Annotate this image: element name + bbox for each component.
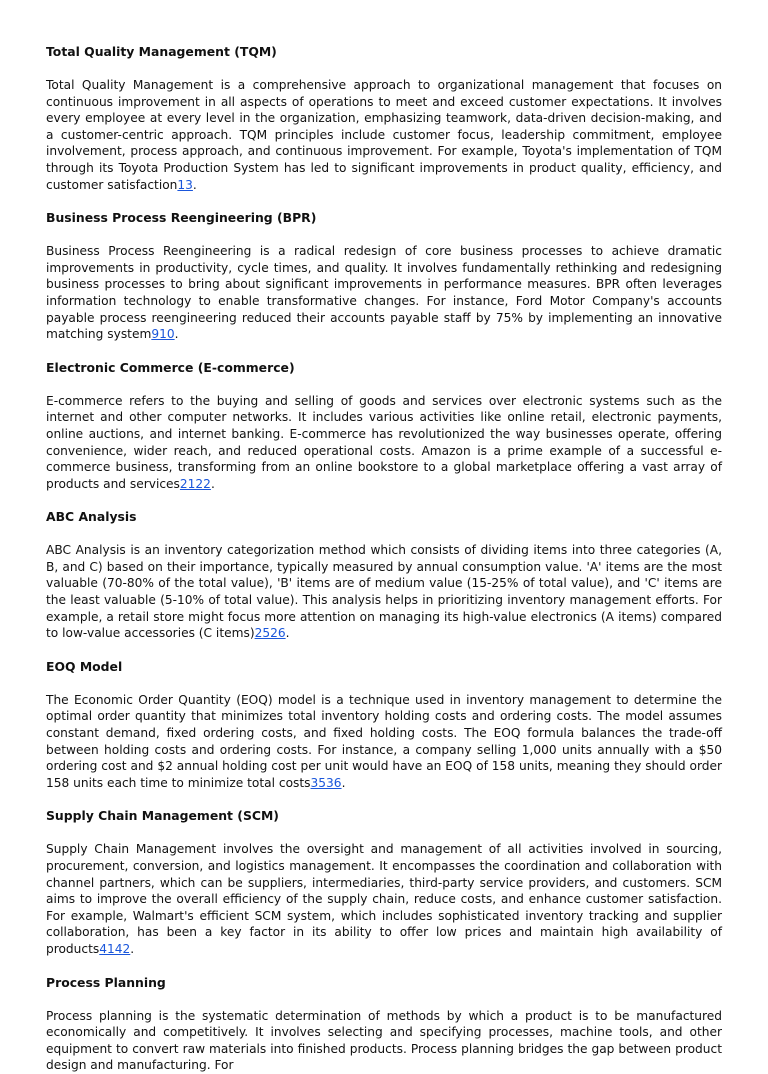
body-tail: . — [192, 177, 197, 192]
section-body-process-planning — [46, 1008, 722, 1074]
section-body-scm — [46, 841, 722, 957]
body-text: ABC Analysis is an inventory categorization method which consists of dividing items into three categories (A, B, and C) based on their importance, typically measured by annual consumption value. 'A' items are the most valuable (70-80% of the total value), 'B' items are of medium value (15-25% of total value), and 'C' items are the least valuable (5-10% of total value). This analysis helps in prioritizing inventory management efforts. For example, a retail store might focus more attention on managing its high-value electronics (A items) compared to low-value accessories (C items) — [46, 543, 722, 641]
body-tail: . — [130, 941, 135, 956]
section-body-bpr — [46, 243, 722, 343]
body-text: Process planning is the systematic determination of methods by which a product is to be manufactured economically and competitively. It involves selecting and specifying processes, machine tools, and other equipment to convert raw materials into finished products. Process planning bridges the gap between product design and manufacturing. For — [46, 1008, 722, 1073]
section-heading-tqm: Total Quality Management (TQM) — [46, 44, 277, 59]
section-heading-scm: Supply Chain Management (SCM) — [46, 808, 279, 824]
body-tail: . — [285, 626, 290, 641]
section-body-eoq — [46, 692, 722, 792]
section-heading-bpr: Business Process Reengineering (BPR) — [46, 210, 317, 226]
body-text: Supply Chain Management involves the oversight and management of all activities involved in sourcing, procurement, conversion, and logistics management. It encompasses the coordination and collaboration with channel partners, which can be suppliers, intermediaries, third-party service providers, and customers. SCM aims to improve the overall efficiency of the supply chain, reduce costs, and enhance customer satisfaction. For example, Walmart's efficient SCM system, which includes sophisticated inventory tracking and supplier collaboration, has been a key factor in its ability to offer low prices and maintain high availability of products — [46, 842, 722, 956]
body-text: Total Quality Management is a comprehensive approach to organizational management that focuses on continuous improvement in all aspects of operations to meet and exceed customer expectations. It involves every employee at every level in the organization, emphasizing teamwork, data-driven decision-making, and a customer-centric approach. TQM principles include customer focus, leadership commitment, employee involvement, process approach, and continuous improvement. For example, Toyota's implementation of TQM through its Toyota Production System has led to significant improvements in product quality, efficiency, and customer satisfaction — [46, 78, 722, 192]
body-tail: . — [341, 775, 346, 790]
body-text: E-commerce refers to the buying and selling of goods and services over electronic systems such as the internet and other computer networks. It includes various activities like online retail, electronic payments, online auctions, and internet banking. E-commerce has revolutionized the way businesses operate, offering convenience, wider reach, and reduced operational costs. Amazon is a prime example of a successful e-commerce business, transforming from an online bookstore to a global marketplace offering a vast array of products and services — [46, 393, 722, 491]
reference-link[interactable]: 2526 — [254, 626, 286, 641]
body-text: Business Process Reengineering is a radical redesign of core business processes to achieve dramatic improvements in productivity, cycle times, and quality. It involves fundamentally rethinking and redesigning business processes to bring about significant improvements in performance measures. BPR often leverages information technology to enable transformative changes. For instance, Ford Motor Company's accounts payable process reengineering reduced their accounts payable staff by 75% by implementing an innovative matching system — [46, 244, 722, 342]
section-heading-ecommerce: Electronic Commerce (E-commerce) — [46, 359, 295, 375]
section-heading-process-planning: Process Planning — [46, 974, 166, 990]
reference-link[interactable]: 3536 — [310, 775, 342, 790]
reference-link[interactable]: 13 — [177, 177, 193, 192]
body-text: The Economic Order Quantity (EOQ) model is a technique used in inventory management to determine the optimal order quantity that minimizes total inventory holding costs and ordering costs. The model assumes constant demand, fixed ordering costs, and fixed holding costs. The EOQ formula balances the trade-off between holding costs and ordering costs. For instance, a company selling 1,000 units annually with a $50 ordering cost and $2 annual holding cost per unit would have an EOQ of 158 units, meaning they should order 158 units each time to minimize total costs — [46, 692, 722, 790]
body-tail: . — [174, 327, 179, 342]
section-body-tqm — [46, 77, 722, 193]
section-body-abc-analysis — [46, 542, 722, 642]
reference-link[interactable]: 910 — [151, 327, 175, 342]
body-tail: . — [210, 476, 215, 491]
section-heading-abc-analysis: ABC Analysis — [46, 509, 137, 525]
section-heading-eoq: EOQ Model — [46, 658, 123, 674]
reference-link[interactable]: 2122 — [179, 476, 211, 491]
section-body-ecommerce — [46, 393, 722, 493]
reference-link[interactable]: 4142 — [99, 941, 131, 956]
